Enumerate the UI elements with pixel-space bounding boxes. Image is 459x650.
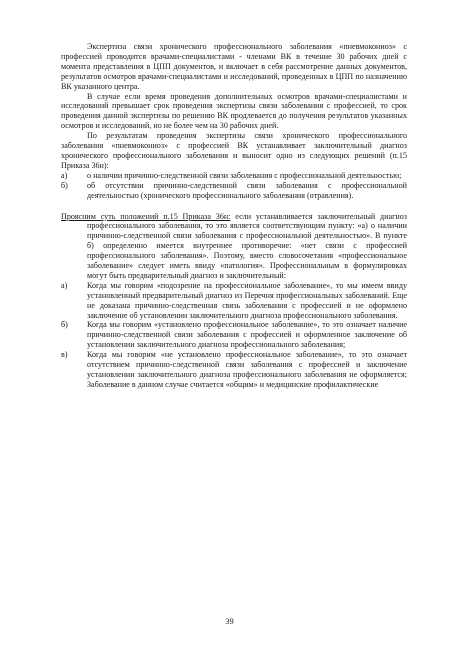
list-item-text: об отсутствии причинно-следственной связи заболевания с профессиональной деятельностью (хронического профессионального заболевания (отравления). xyxy=(87,180,407,200)
diagnosis-list xyxy=(61,281,407,390)
list-marker: а) xyxy=(61,280,68,290)
list-item-text: Когда мы говорим «установлено профессиональное заболевание», то это означает наличие причинно-следственной связи заболевания с профессией и оформленное заключение об установлении заключительного диагноза профессионального заболевания; xyxy=(87,320,407,350)
paragraph-clarification xyxy=(61,212,407,281)
list-item xyxy=(61,171,407,181)
clarification-text: если устанавливается заключительный диагноз профессионального заболевания, то это является соответствующим пункту: «а) о наличии причинно-следственной связи заболевания с профессиональной деятельностью». В пункте б) определенно имеется внутреннее противоречие: «нет связи с профессией профессионального заболевания». Поэтому, вместо словосочетания «профессиональное заболевание» следует иметь ввиду «патология». Профессиональным в формулировках могут быть предварительный диагноз и заключительный: xyxy=(87,211,407,280)
paragraph-expertise-timeline: Экспертиза связи хронического профессионального заболевания «пневмокониоз» с профессией проводится врачами-специалистами - членами ВК в течение 30 рабочих дней с момента представления в ЦПП документов, и включает в себя рассмотрение данных документов, результатов осмотров врачами-специалистами и исследований, проведенных в ЦПП по назначению ВК указанного центра. xyxy=(61,42,407,91)
list-item xyxy=(61,320,407,350)
list-marker: б) xyxy=(61,180,68,190)
list-marker: а) xyxy=(61,170,68,180)
list-item-text: Когда мы говорим «не установлено профессиональное заболевание», то это означает отсутствием причинно-следственной связи заболевания с профессией и заключение установлении заключительного диагноза профессионального заболевания не оформляется; Заболевание в данном случае считается «общим» и медицинские профилактические xyxy=(87,350,407,389)
paragraph-results: По результатам проведения экспертизы связи хронического профессионального заболевания «пневмокониоз» с профессией ВК устанавливает заключительный диагноз хронического профессионального заболевания и выносит одно из следующих решений (п.15 Приказа 36н): xyxy=(61,131,407,170)
paragraph-extension: В случае если время проведения дополнительных осмотров врачами-специалистами и исследований превышает срок проведения экспертизы связи заболевания с профессией, то срок проведения данной экспертизы по решению ВК продлевается до получения результатов указанных осмотров и исследований, но не более чем на 30 рабочих дней. xyxy=(61,91,407,131)
list-marker: б) xyxy=(61,320,68,330)
list-item-text: Когда мы говорим «подозрение на профессиональное заболевание», то мы имеем ввиду установленный предварительный диагноз из Перечня профессиональных заболеваний. Еще не доказана причинно-следственная связь заболевания с профессией и не оформлено заключение об установлении заключительного диагноза профессионального заболевания. xyxy=(87,280,407,320)
list-item-text: о наличии причинно-следственной связи заболевания с профессиональной деятельностью; xyxy=(87,170,402,180)
page-number: 39 xyxy=(225,616,234,626)
list-item xyxy=(61,281,407,321)
list-item xyxy=(61,181,407,201)
underlined-lead: Проясним суть положений п.15 Приказа 36н: xyxy=(61,211,231,221)
list-item xyxy=(61,350,407,390)
list-marker: в) xyxy=(61,350,68,360)
decision-list xyxy=(61,171,407,201)
